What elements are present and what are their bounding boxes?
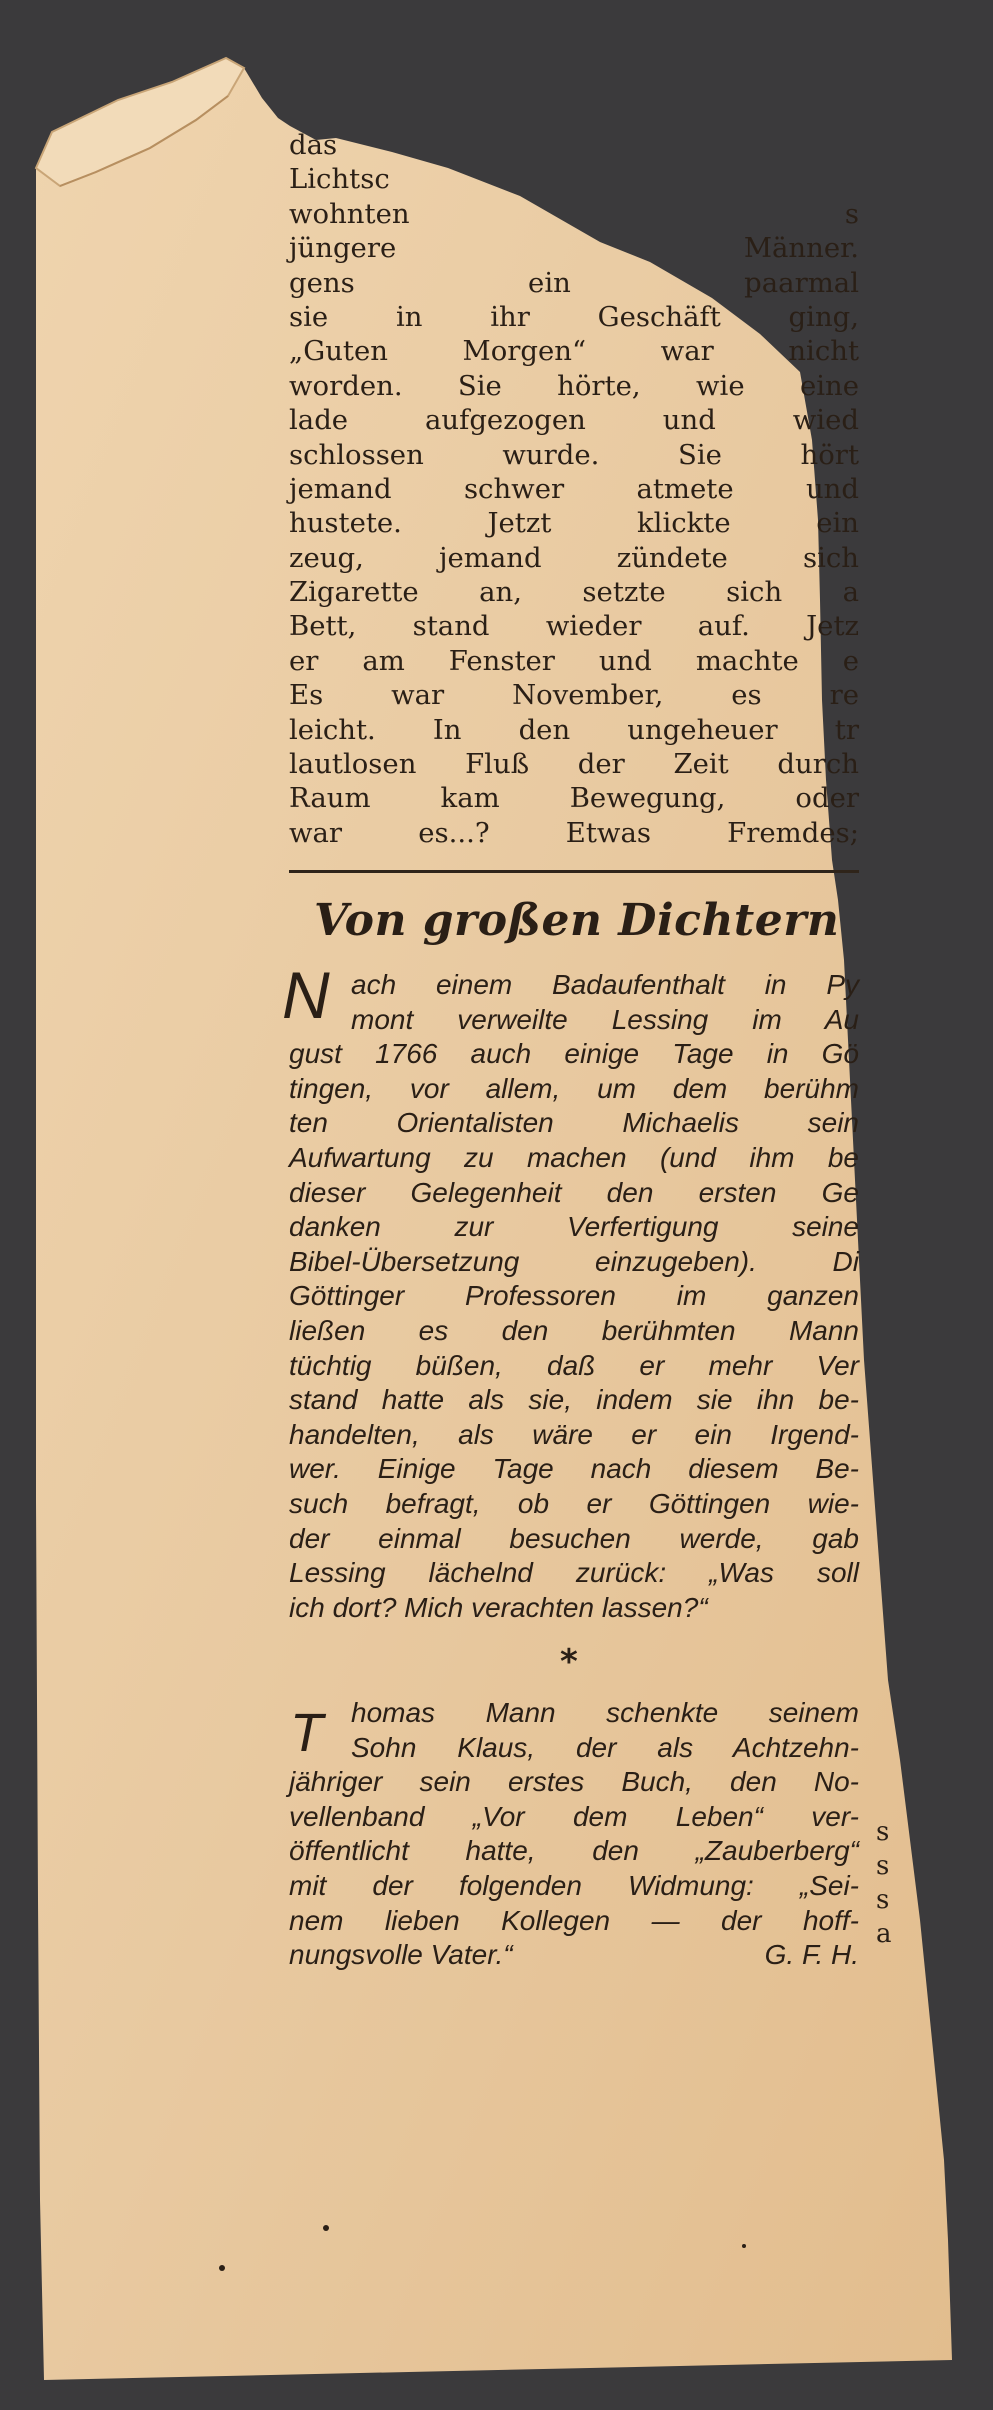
text-line: vellenband „Vor dem Leben“ ver- <box>289 1800 859 1832</box>
text-line: wohnten s <box>289 197 859 230</box>
text-line: homas Mann schenkte seinem <box>351 1697 859 1728</box>
text-line: „Guten Morgen“ war nicht <box>289 335 859 368</box>
text-fragment: s <box>876 1885 890 1915</box>
text-line: lautlosen Fluß der Zeit durch <box>289 748 859 781</box>
text-line: danken zur Verfertigung seine <box>289 1211 859 1243</box>
text-line: mont verweilte Lessing im Au <box>351 1003 859 1035</box>
paper-speck <box>742 2244 746 2248</box>
text-line: Es war November, es re <box>289 679 859 712</box>
text-line: gens ein paarmal <box>289 266 859 299</box>
drop-cap: N <box>282 958 330 1032</box>
text-line: war es...? Etwas Fremdes; <box>289 816 859 849</box>
text-line: hustete. Jetzt klickte ein <box>289 507 859 540</box>
text-line: Raum kam Bewegung, oder <box>289 782 859 815</box>
text-fragment: a <box>876 1919 892 1949</box>
text-line: schlossen wurde. Sie hört <box>289 438 859 471</box>
text-line: tingen, vor allem, um dem berühm <box>289 1072 859 1104</box>
text-line: stand hatte als sie, indem sie ihn be- <box>289 1384 859 1416</box>
lessing-anecdote <box>289 968 859 1625</box>
text-line: leicht. In den ungeheuer tr <box>289 713 859 746</box>
text-line: handelten, als wäre er ein Irgend- <box>289 1418 859 1450</box>
text-line: Bibel-Übersetzung einzugeben). Di <box>289 1245 859 1277</box>
text-line: er am Fenster und machte e <box>289 644 859 677</box>
text-line: ließen es den berühmten Mann <box>289 1314 859 1346</box>
text-line: sie in ihr Geschäft ging, <box>289 300 859 333</box>
text-fragment: s <box>876 1817 890 1847</box>
paper-speck <box>323 2225 329 2231</box>
drop-cap: T <box>290 1703 323 1763</box>
text-fragment: s <box>876 1851 890 1881</box>
text-line: zeug, jemand zündete sich <box>289 541 859 574</box>
text-line: das <box>289 129 338 161</box>
adjacent-column-fragment <box>876 1815 916 1951</box>
text-line: ich dort? Mich verachten lassen?“ <box>289 1591 708 1623</box>
text-line: dieser Gelegenheit den ersten Ge <box>289 1176 859 1208</box>
text-line: öffentlicht hatte, den „Zauberberg“ <box>289 1835 859 1867</box>
text-line: Bett, stand wieder auf. Jetz <box>289 610 859 643</box>
text-line: jüngere Männer. <box>289 232 859 265</box>
text-line-with-signature <box>289 1938 859 1973</box>
text-fragment: nungsvolle Vater.“ <box>289 1939 513 1971</box>
author-signature: G. F. H. <box>764 1939 859 1971</box>
text-line: Aufwartung zu machen (und ihm be <box>289 1141 859 1173</box>
text-line: wer. Einige Tage nach diesem Be- <box>289 1453 859 1485</box>
text-line: Lessing lächelnd zurück: „Was soll <box>289 1557 859 1589</box>
article-upper-text <box>289 128 859 850</box>
text-line: nem lieben Kollegen — der hoff- <box>289 1904 859 1936</box>
text-line: ten Orientalisten Michaelis sein <box>289 1107 859 1139</box>
text-line: gust 1766 auch einige Tage in Gö <box>289 1038 859 1070</box>
text-line: Zigarette an, setzte sich a <box>289 576 859 609</box>
text-line: jemand schwer atmete und <box>289 472 859 505</box>
text-line: der einmal besuchen werde, gab <box>289 1522 859 1554</box>
section-divider <box>289 870 859 873</box>
text-line: Lichtsc <box>289 163 390 196</box>
text-line: tüchtig büßen, daß er mehr Ver <box>289 1349 859 1381</box>
text-line: ach einem Badaufenthalt in Py <box>351 969 859 1000</box>
paper-speck <box>219 2265 225 2271</box>
text-line: jähriger sein erstes Buch, den No- <box>289 1766 859 1798</box>
text-line: Göttinger Professoren im ganzen <box>289 1280 859 1312</box>
text-line: mit der folgenden Widmung: „Sei- <box>289 1869 859 1901</box>
text-line: such befragt, ob er Göttingen wie- <box>289 1487 859 1519</box>
text-line: lade aufgezogen und wied <box>289 404 859 437</box>
headline: Von großen Dichtern <box>314 895 840 946</box>
text-line: Sohn Klaus, der als Achtzehn- <box>351 1731 859 1763</box>
asterisk-separator: * <box>560 1642 578 1682</box>
thomas-mann-anecdote <box>289 1696 859 1973</box>
text-line: worden. Sie hörte, wie eine <box>289 369 859 402</box>
